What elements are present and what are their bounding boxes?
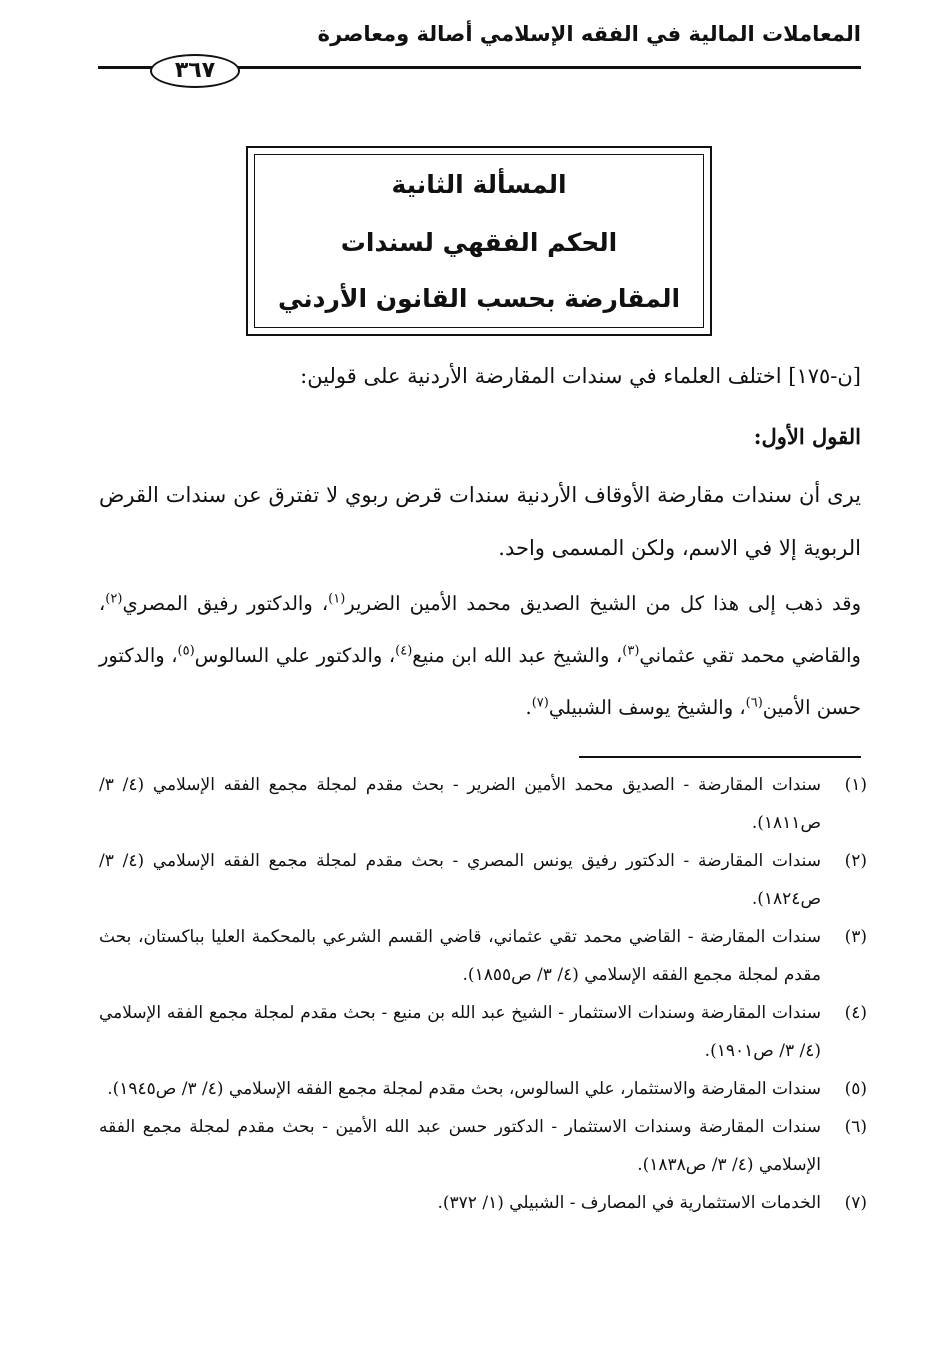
footnote-text: سندات المقارضة - الصديق محمد الأمين الضرير - بحث مقدم لمجلة مجمع الفقه الإسلامي (٤/ ٣/ ص١٨١١). (99, 775, 821, 833)
footnote-5 (99, 1070, 867, 1108)
page-number: ٣٦٧ (150, 54, 240, 88)
footnote-ref-2: (٢) (105, 591, 123, 607)
running-title: المعاملات المالية في الفقه الإسلامي أصالة ومعاصرة (317, 22, 861, 46)
footnote-ref-7: (٧) (531, 695, 549, 711)
first-opinion-heading: القول الأول: (753, 424, 861, 449)
footnote-number: (٦) (844, 1117, 867, 1137)
scholars-text-6: ، والدكتور حسن الأمين (99, 644, 861, 719)
footnote-text: سندات المقارضة والاستثمار، علي السالوس، بحث مقدم لمجلة مجمع الفقه الإسلامي (٤/ ٣/ ص١٩٤٥). (107, 1079, 821, 1099)
footnote-2 (99, 842, 867, 918)
scholars-paragraph (99, 578, 861, 734)
section-title-line-3: المقارضة بحسب القانون الأردني (277, 284, 681, 313)
footnote-text: الخدمات الاستثمارية في المصارف - الشبيلي (١/ ٣٧٢). (437, 1193, 821, 1213)
footnote-6 (99, 1108, 867, 1184)
footnote-ref-3: (٣) (622, 643, 640, 659)
footnote-3 (99, 918, 867, 994)
footnote-4 (99, 994, 867, 1070)
first-opinion-paragraph: يرى أن سندات مقارضة الأوقاف الأردنية سندات قرض ربوي لا تفترق عن سندات القرض الربوية إلا في الاسم، ولكن المسمى واحد. (99, 483, 861, 560)
scholars-text-3: ، والقاضي محمد تقي عثماني (99, 592, 861, 667)
footnote-text: سندات المقارضة وسندات الاستثمار - الشيخ عبد الله بن منيع - بحث مقدم لمجلة مجمع الفقه الإسلامي (٤/ ٣/ ص١٩٠١). (99, 1003, 821, 1061)
scholars-text-4: ، والشيخ عبد الله ابن منيع (412, 644, 623, 667)
scholars-text-1: وقد ذهب إلى هذا كل من الشيخ الصديق محمد الأمين الضرير (345, 592, 862, 615)
section-title-line-2: الحكم الفقهي لسندات (340, 228, 618, 257)
footnote-number: (١) (844, 775, 867, 795)
footnote-number: (٣) (844, 927, 867, 947)
footnotes (99, 766, 867, 1222)
scholars-text-7: ، والشيخ يوسف الشبيلي (548, 696, 746, 719)
footnote-text: سندات المقارضة - القاضي محمد تقي عثماني، قاضي القسم الشرعي بالمحكمة العليا بباكستان، بحث مقدم لمجلة مجمع الفقه الإسلامي (٤/ ٣/ ص١٨٥٥). (99, 927, 821, 985)
intro-paragraph: [ن-١٧٥] اختلف العلماء في سندات المقارضة الأردنية على قولين: (300, 364, 861, 388)
scholars-text-8: . (525, 696, 532, 719)
footnote-text: سندات المقارضة - الدكتور رفيق يونس المصري - بحث مقدم لمجلة مجمع الفقه الإسلامي (٤/ ٣/ ص١٨٢٤). (99, 851, 821, 909)
scholars-text-5: ، والدكتور علي السالوس (194, 644, 396, 667)
footnote-ref-5: (٥) (177, 643, 195, 659)
footnote-separator (579, 756, 861, 758)
footnote-ref-4: (٤) (395, 643, 413, 659)
footnote-1 (99, 766, 867, 842)
footnote-number: (٢) (844, 851, 867, 871)
footnote-number: (٧) (844, 1193, 867, 1213)
footnote-text: سندات المقارضة وسندات الاستثمار - الدكتور حسن عبد الله الأمين - بحث مقدم لمجلة مجمع الفقه الإسلامي (٤/ ٣/ ص١٨٣٨). (99, 1117, 821, 1175)
footnote-number: (٤) (844, 1003, 867, 1023)
footnote-number: (٥) (844, 1079, 867, 1099)
section-title-line-1: المسألة الثانية (391, 170, 567, 199)
section-title-box (246, 146, 712, 336)
footnote-ref-1: (١) (328, 591, 346, 607)
scholars-text-2: ، والدكتور رفيق المصري (122, 592, 329, 615)
footnote-ref-6: (٦) (745, 695, 763, 711)
footnote-7 (99, 1184, 867, 1222)
